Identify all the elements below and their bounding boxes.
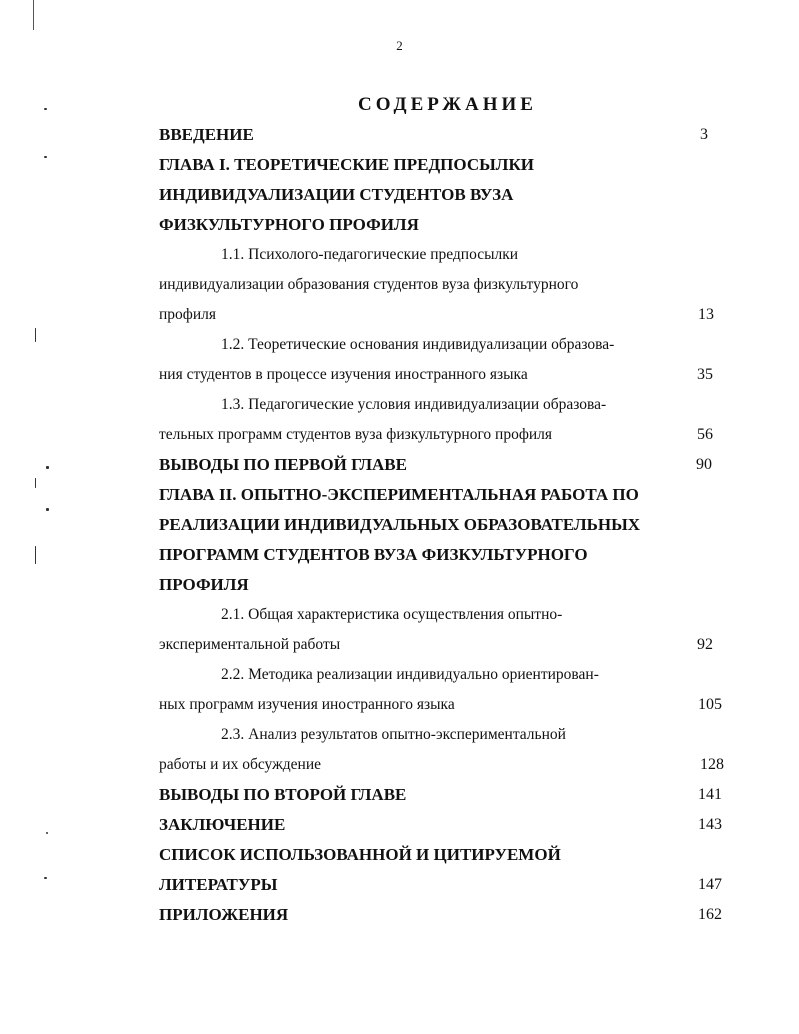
margin-line (33, 0, 34, 30)
toc-page-1-1: 13 (698, 306, 714, 323)
toc-entry-chapter2-line3: ПРОГРАММ СТУДЕНТОВ ВУЗА ФИЗКУЛЬТУРНОГО (159, 545, 588, 564)
toc-entry-1-3-line1: 1.3. Педагогические условия индивидуализации образова- (221, 396, 607, 413)
toc-entry-2-1-line2: экспериментальной работы (159, 636, 341, 653)
scan-speck (35, 478, 36, 488)
toc-entry-chapter2-line4: ПРОФИЛЯ (159, 575, 249, 594)
toc-entry-chapter1-line3: ФИЗКУЛЬТУРНОГО ПРОФИЛЯ (159, 215, 419, 234)
toc-entry-1-1-line2: индивидуализации образования студентов вуза физкультурного (159, 276, 579, 293)
toc-entry-chapter2-line2: РЕАЛИЗАЦИИ ИНДИВИДУАЛЬНЫХ ОБРАЗОВАТЕЛЬНЫХ (159, 515, 641, 534)
scan-speck (46, 508, 49, 511)
toc-page-2-1: 92 (697, 636, 713, 653)
toc-entry-intro: ВВЕДЕНИЕ (159, 125, 254, 144)
toc-title: СОДЕРЖАНИЕ (358, 94, 537, 115)
toc-entry-1-1-line1: 1.1. Психолого-педагогические предпосылки (221, 246, 519, 263)
scan-speck (46, 832, 48, 834)
toc-page-intro: 3 (700, 126, 708, 143)
toc-entry-chapter1-line2: ИНДИВИДУАЛИЗАЦИИ СТУДЕНТОВ ВУЗА (159, 185, 514, 204)
toc-entry-1-2-line1: 1.2. Теоретические основания индивидуализации образова- (221, 336, 615, 353)
toc-entry-1-2-line2: ния студентов в процессе изучения иностранного языка (159, 366, 528, 383)
toc-page-conclusion: 143 (698, 816, 722, 833)
toc-entry-references-line2: ЛИТЕРАТУРЫ (159, 875, 278, 894)
toc-entry-conclusions-1: ВЫВОДЫ ПО ПЕРВОЙ ГЛАВЕ (159, 455, 407, 474)
toc-page-2-2: 105 (698, 696, 722, 713)
toc-entry-chapter2-line1: ГЛАВА II. ОПЫТНО-ЭКСПЕРИМЕНТАЛЬНАЯ РАБОТА ПО (159, 485, 639, 504)
scan-speck (44, 156, 47, 158)
toc-entry-1-3-line2: тельных программ студентов вуза физкультурного профиля (159, 426, 553, 443)
toc-page-1-3: 56 (697, 426, 713, 443)
toc-entry-conclusion: ЗАКЛЮЧЕНИЕ (159, 815, 286, 834)
scan-speck (44, 108, 47, 110)
scan-speck (46, 466, 49, 469)
page-number: 2 (396, 38, 403, 53)
toc-page-references: 147 (698, 876, 722, 893)
toc-page-appendices: 162 (698, 906, 722, 923)
toc-page-1-2: 35 (697, 366, 713, 383)
toc-entry-2-2-line1: 2.2. Методика реализации индивидуально ориентирован- (221, 666, 599, 683)
toc-entry-conclusions-2: ВЫВОДЫ ПО ВТОРОЙ ГЛАВЕ (159, 785, 407, 804)
toc-entry-2-2-line2: ных программ изучения иностранного языка (159, 696, 455, 713)
toc-page-2-3: 128 (700, 756, 724, 773)
toc-entry-appendices: ПРИЛОЖЕНИЯ (159, 905, 289, 924)
scan-speck (44, 877, 47, 879)
toc-page-conclusions-1: 90 (696, 456, 712, 473)
scan-speck (35, 328, 36, 342)
toc-entry-2-1-line1: 2.1. Общая характеристика осуществления опытно- (221, 606, 563, 623)
toc-entry-2-3-line1: 2.3. Анализ результатов опытно-экспериментальной (221, 726, 566, 743)
toc-entry-2-3-line2: работы и их обсуждение (159, 756, 322, 773)
scan-speck (35, 546, 36, 564)
toc-entry-chapter1-line1: ГЛАВА I. ТЕОРЕТИЧЕСКИЕ ПРЕДПОСЫЛКИ (159, 155, 535, 174)
toc-page-conclusions-2: 141 (698, 786, 722, 803)
toc-entry-references-line1: СПИСОК ИСПОЛЬЗОВАННОЙ И ЦИТИРУЕМОЙ (159, 845, 561, 864)
toc-entry-1-1-line3: профиля (159, 306, 216, 323)
